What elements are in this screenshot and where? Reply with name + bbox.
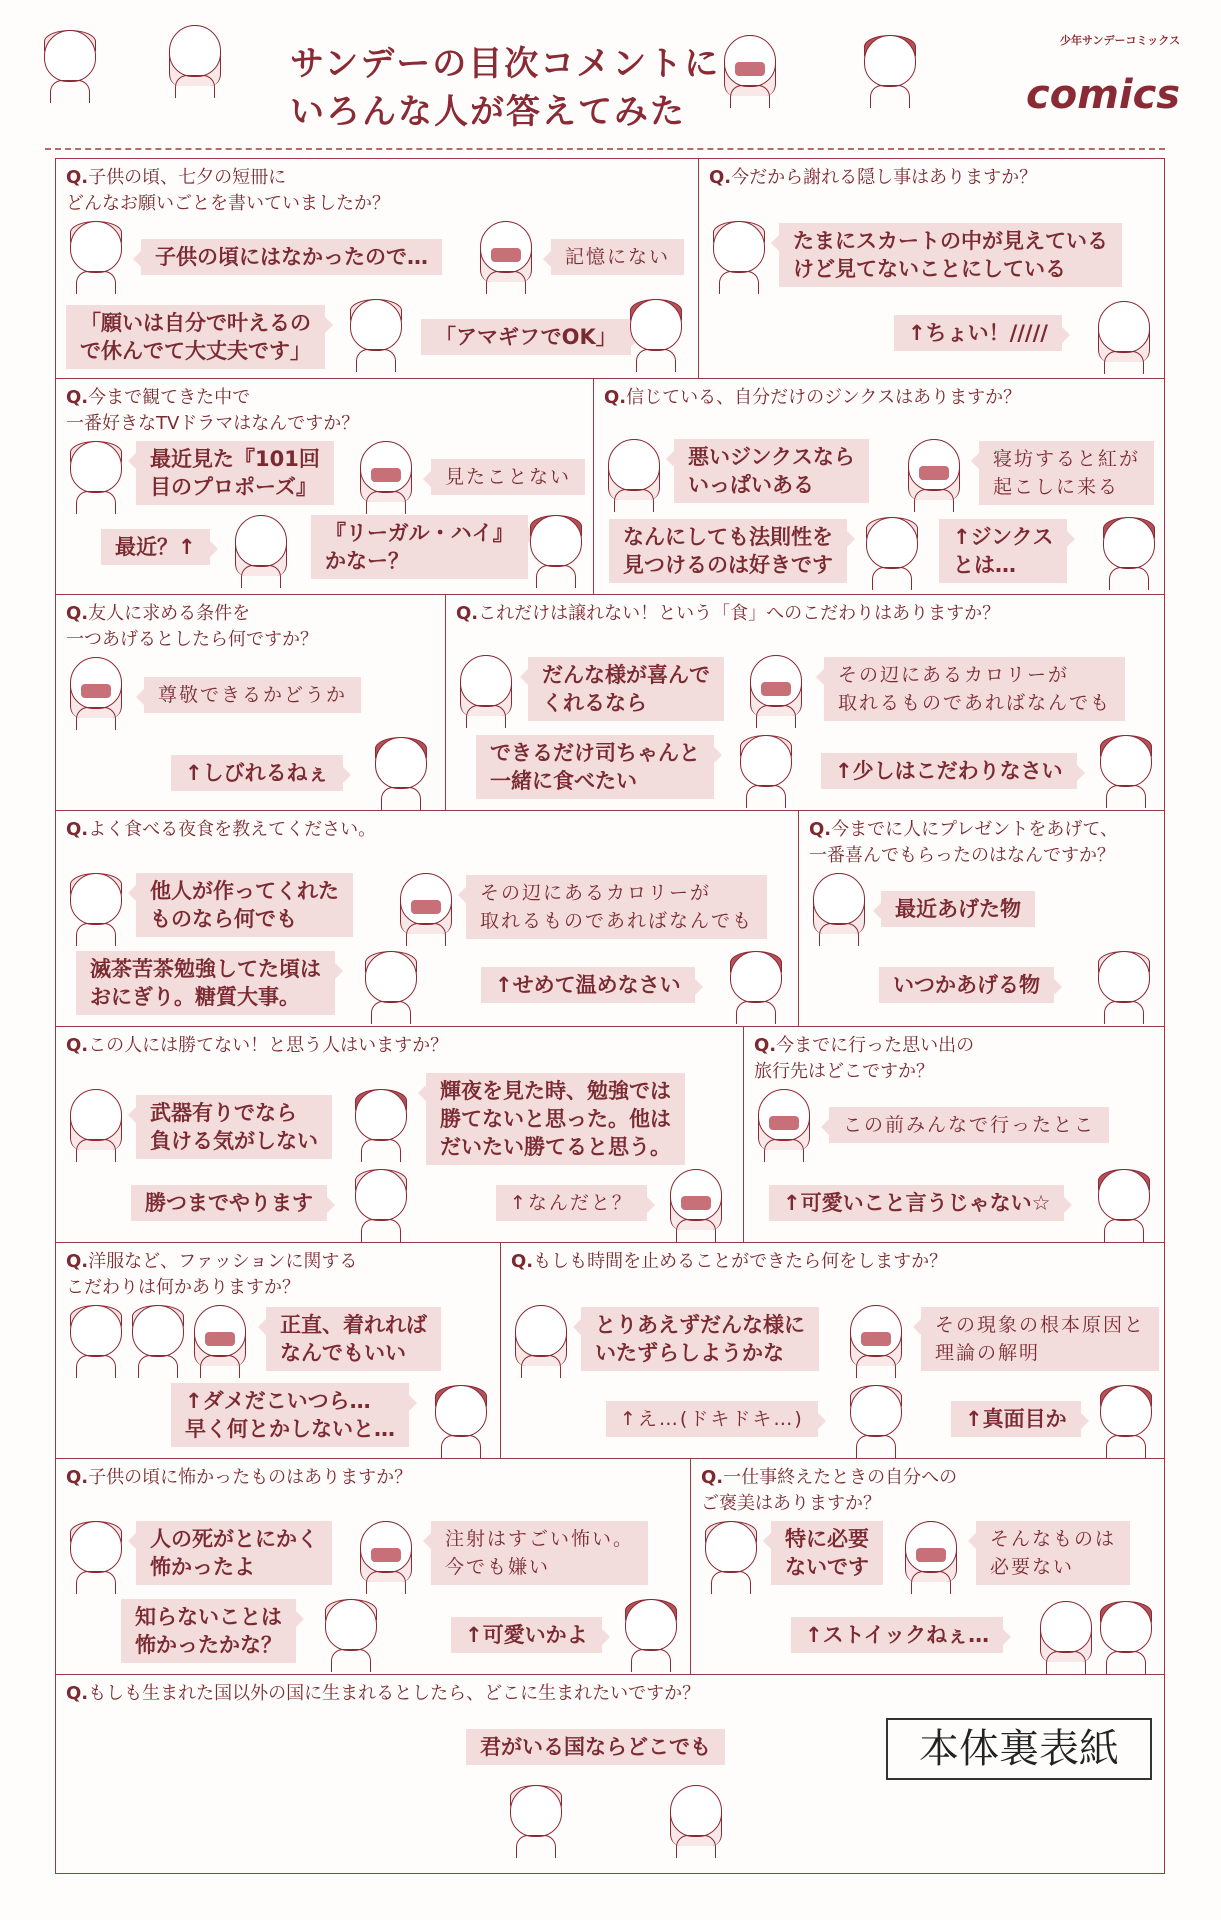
character-avatar — [709, 221, 767, 293]
character-avatar — [901, 1521, 959, 1593]
answer-bubble: 特に必要 ないです — [771, 1521, 883, 1585]
answer-bubble: できるだけ司ちゃんと 一緒に食べたい — [476, 735, 714, 799]
answer-bubble: ↑ちょい！///// — [894, 315, 1062, 351]
character-avatar — [231, 515, 289, 587]
answer-bubble: 注射はすごい怖い。 今でも嫌い — [431, 1521, 648, 1585]
answer-bubble: 悪いジンクスなら いっぱいある — [674, 439, 869, 503]
character-avatar — [356, 1521, 414, 1593]
question-text: Q.一仕事終えたときの自分への ご褒美はありますか？ — [701, 1467, 958, 1514]
character-avatar — [361, 951, 419, 1023]
character-avatar — [604, 439, 662, 511]
character-avatar — [1094, 301, 1152, 373]
qa-cell-cant-win — [55, 1026, 745, 1244]
answer-bubble: いつかあげる物 — [879, 967, 1054, 1003]
character-avatar — [190, 1305, 248, 1377]
answer-bubble: 人の死がとにかく 怖かったよ — [136, 1521, 332, 1585]
question-text: Q.これだけは譲れない！という「食」へのこだわりはありますか？ — [456, 603, 1001, 624]
question-text: Q.信じている、自分だけのジンクスはありますか？ — [604, 387, 1022, 408]
character-avatar — [321, 1599, 379, 1671]
character-avatar — [754, 1089, 812, 1161]
answer-bubble: 寝坊すると紅が 起こしに来る — [979, 441, 1154, 505]
answer-bubble: たまにスカートの中が見えている けど見てないことにしている — [779, 223, 1122, 287]
character-avatar — [371, 737, 429, 809]
qa-cell-late-snack — [55, 810, 800, 1028]
answer-bubble: 尊敬できるかどうか — [144, 677, 361, 713]
question-text: Q.今まで観てきた中で 一番好きなTVドラマはなんですか？ — [66, 387, 360, 434]
character-avatar — [1096, 1385, 1154, 1457]
character-avatar — [66, 221, 124, 293]
answer-bubble: 滅茶苦茶勉強してた頃は おにぎり。糖質大事。 — [76, 951, 335, 1015]
character-avatar — [846, 1385, 904, 1457]
answer-bubble: ↑可愛いこと言うじゃない☆ — [769, 1185, 1064, 1221]
character-avatar — [1096, 735, 1154, 807]
qa-cell-tv-drama — [55, 378, 595, 596]
header-divider — [45, 148, 1165, 150]
question-text: Q.子供の頃に怖かったものはありますか？ — [66, 1467, 413, 1488]
answer-bubble: 輝夜を見た時、勉強では 勝てないと思った。他は だいたい勝てると思う。 — [426, 1073, 685, 1165]
qa-cell-fashion — [55, 1242, 502, 1460]
question-text: Q.もしも生まれた国以外の国に生まれるとしたら、どこに生まれたいですか？ — [66, 1683, 701, 1704]
answer-bubble: ↑ダメだこいつら… 早く何とかしないと… — [171, 1383, 409, 1447]
character-avatar — [904, 439, 962, 511]
answer-bubble: だんな様が喜んで くれるなら — [528, 657, 724, 721]
answer-bubble: ↑真面目か — [951, 1401, 1081, 1437]
character-avatar — [862, 517, 920, 589]
character-avatar — [456, 655, 514, 727]
character-avatar — [1096, 1601, 1154, 1673]
character-avatar — [351, 1089, 409, 1161]
qa-cell-stop-time — [500, 1242, 1165, 1460]
answer-bubble: 見たことない — [431, 459, 585, 495]
answer-bubble: ↑ジンクス とは… — [939, 519, 1067, 583]
answer-bubble: 記憶にない — [551, 239, 684, 275]
character-avatar — [128, 1305, 186, 1377]
answer-bubble: その現象の根本原因と 理論の解明 — [921, 1307, 1159, 1371]
question-text: Q.もしも時間を止めることができたら何をしますか？ — [511, 1251, 948, 1272]
character-avatar — [626, 299, 684, 371]
qa-cell-jinx — [593, 378, 1165, 596]
answer-bubble: とりあえずだんな様に いたずらしようかな — [581, 1307, 819, 1371]
character-avatar — [701, 1521, 759, 1593]
character-avatar — [66, 657, 124, 729]
character-avatar — [846, 1305, 904, 1377]
character-avatar — [351, 1169, 409, 1241]
answer-bubble: ↑可愛いかよ — [451, 1617, 602, 1653]
character-avatar — [1036, 1601, 1094, 1673]
character-avatar — [1094, 951, 1152, 1023]
character-avatar — [726, 951, 784, 1023]
sunday-comics-logo: 少年サンデーコミックス comics — [1026, 34, 1181, 118]
header-character-4 — [860, 35, 918, 107]
answer-bubble: その辺にあるカロリーが 取れるものであればなんでも — [466, 875, 767, 939]
answer-bubble: 武器有りでなら 負ける気がしない — [136, 1095, 332, 1159]
answer-bubble: 正直、着れれば なんでもいい — [266, 1307, 441, 1371]
header-character-3 — [720, 35, 778, 107]
character-avatar — [66, 873, 124, 945]
character-avatar — [506, 1785, 564, 1857]
qa-cell-reward — [690, 1458, 1165, 1676]
character-avatar — [396, 873, 454, 945]
character-avatar — [736, 735, 794, 807]
answer-bubble: 子供の頃にはなかったので… — [141, 239, 442, 275]
answer-bubble: ↑なんだと？ — [496, 1185, 647, 1221]
answer-bubble: 最近あげた物 — [881, 891, 1035, 927]
answer-bubble: 最近見た『101回 目のプロポーズ』 — [136, 441, 334, 505]
character-avatar — [621, 1599, 679, 1671]
back-cover-label: 本体裏表紙 — [886, 1718, 1152, 1780]
character-avatar — [356, 441, 414, 513]
answer-bubble: ↑少しはこだわりなさい — [821, 753, 1077, 789]
qa-cell-food — [445, 594, 1165, 812]
answer-bubble: 君がいる国ならどこでも — [466, 1729, 725, 1765]
qa-cell-childhood-fear — [55, 1458, 692, 1676]
qa-cell-secret — [698, 158, 1165, 380]
question-text: Q.友人に求める条件を 一つあげるとしたら何ですか？ — [66, 603, 318, 650]
character-avatar — [66, 1089, 124, 1161]
answer-bubble: この前みんなで行ったとこ — [829, 1107, 1109, 1143]
question-text: Q.よく食べる夜食を教えてください。 — [66, 819, 377, 840]
answer-bubble: 勝つまでやります — [131, 1185, 327, 1221]
answer-bubble: その辺にあるカロリーが 取れるものであればなんでも — [824, 657, 1125, 721]
character-avatar — [746, 655, 804, 727]
character-avatar — [666, 1785, 724, 1857]
character-avatar — [1099, 517, 1157, 589]
question-text: Q.今までに行った思い出の 旅行先はどこですか？ — [754, 1035, 975, 1082]
question-text: Q.洋服など、ファッションに関する こだわりは何かありますか？ — [66, 1251, 358, 1298]
character-avatar — [1094, 1169, 1152, 1241]
character-avatar — [476, 221, 534, 293]
answer-bubble: 最近？↑ — [101, 529, 210, 565]
question-text: Q.子供の頃、七夕の短冊に どんなお願いごとを書いていましたか？ — [66, 167, 390, 214]
character-avatar — [526, 515, 584, 587]
question-text: Q.この人には勝てない！と思う人はいますか？ — [66, 1035, 449, 1056]
answer-bubble: なんにしても法則性を 見つけるのは好きです — [609, 519, 847, 583]
character-avatar — [66, 1521, 124, 1593]
answer-bubble: ↑え…(ドキドキ…) — [606, 1401, 818, 1437]
character-avatar — [809, 873, 867, 945]
answer-bubble: ↑しびれるねぇ — [171, 755, 343, 791]
character-avatar — [66, 1305, 124, 1377]
answer-bubble: そんなものは 必要ない — [976, 1521, 1130, 1585]
character-avatar — [66, 441, 124, 513]
header-character-2 — [165, 25, 223, 97]
question-text: Q.今までに人にプレゼントをあげて、 一番喜んでもらったのはなんですか？ — [809, 819, 1119, 866]
question-text: Q.今だから謝れる隠し事はありますか？ — [709, 167, 1038, 188]
answer-bubble: 「アマギフでOK」 — [421, 319, 631, 355]
header-character-1 — [40, 30, 98, 102]
character-avatar — [511, 1305, 569, 1377]
qa-cell-tanabata — [55, 158, 700, 380]
answer-bubble: ↑ストイックねぇ… — [791, 1617, 1003, 1653]
answer-bubble: ↑せめて温めなさい — [481, 967, 695, 1003]
qa-cell-friend — [55, 594, 447, 812]
qa-cell-present — [798, 810, 1165, 1028]
answer-bubble: 『リーガル・ハイ』 かなー？ — [311, 515, 528, 579]
answer-bubble: 知らないことは 怖かったかな？ — [121, 1599, 296, 1663]
answer-bubble: 「願いは自分で叶えるの で休んでて大丈夫です」 — [66, 305, 325, 369]
character-avatar — [346, 299, 404, 371]
answer-bubble: 他人が作ってくれた ものなら何でも — [136, 873, 353, 937]
character-avatar — [666, 1169, 724, 1241]
character-avatar — [431, 1385, 489, 1457]
qa-cell-travel — [743, 1026, 1165, 1244]
page-title: サンデーの目次コメントに いろんな人が答えてみた — [290, 44, 721, 132]
